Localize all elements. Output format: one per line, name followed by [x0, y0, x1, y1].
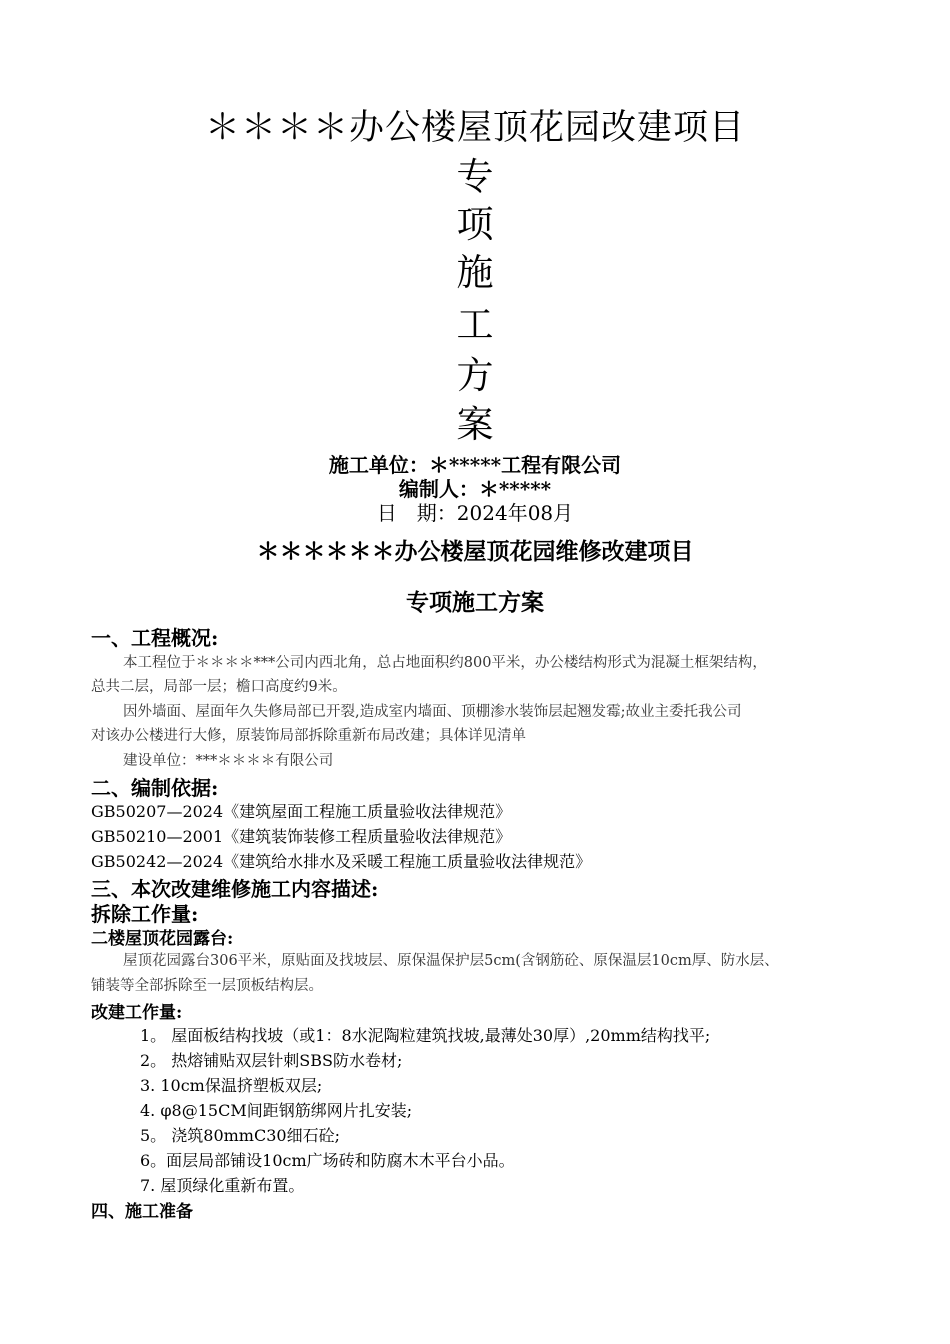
paragraph-line: 建设单位：***＊＊＊＊有限公司	[123, 753, 334, 769]
cover-vertical-char: 施	[456, 251, 494, 294]
author-line: 编制人：＊*****	[398, 477, 552, 501]
cover-title: ＊＊＊＊办公楼屋顶花园改建项目	[204, 108, 745, 148]
section-heading: 一、工程概况:	[91, 626, 219, 650]
document-title: ＊＊＊＊＊＊办公楼屋顶花园维修改建项目	[256, 538, 694, 565]
cover-vertical-char: 方	[456, 354, 494, 397]
list-item: 6。面层局部铺设10cm广场砖和防腐木木平台小品。	[140, 1151, 515, 1170]
standard-item: GB50210—2001《建筑装饰装修工程质量验收法律规范》	[91, 827, 512, 846]
construction-unit-line: 施工单位：＊*****工程有限公司	[328, 453, 622, 477]
paragraph-line: 铺装等全部拆除至一层顶板结构层。	[91, 978, 323, 994]
paragraph-line: 对该办公楼进行大修，原装饰局部拆除重新布局改建；具体详见清单	[91, 728, 526, 744]
standard-item: GB50242—2024《建筑给水排水及采暖工程施工质量验收法律规范》	[91, 852, 592, 871]
section-heading: 二、编制依据:	[91, 776, 219, 800]
section-heading: 四、施工准备	[91, 1202, 193, 1222]
list-item: 4. φ8@15CM间距钢筋绑网片扎安装;	[140, 1101, 413, 1120]
subsection-heading: 拆除工作量:	[91, 902, 199, 926]
list-item: 5。 浇筑80mmC30细石砼;	[140, 1126, 340, 1145]
document-subtitle: 专项施工方案	[406, 589, 544, 616]
cover-vertical-char: 案	[456, 403, 494, 446]
list-item: 1。 屋面板结构找坡（或1：8水泥陶粒建筑找坡,最薄处30厚）,20mm结构找平;	[140, 1026, 711, 1045]
cover-vertical-char: 专	[456, 155, 494, 198]
list-item: 7. 屋顶绿化重新布置。	[140, 1176, 305, 1195]
paragraph-line: 屋顶花园露台306平米，原贴面及找坡层、原保温保护层5cm(含钢筋砼、原保温层10cm厚、防水层、	[123, 953, 779, 969]
cover-vertical-char: 工	[456, 303, 494, 346]
date-line: 日 期：2024年08月	[376, 501, 574, 525]
standard-item: GB50207—2024《建筑屋面工程施工质量验收法律规范》	[91, 802, 512, 821]
list-item: 2。 热熔铺贴双层针刺SBS防水卷材;	[140, 1051, 403, 1070]
paragraph-line: 总共二层，局部一层；檐口高度约9米。	[91, 679, 347, 695]
subsection-heading: 改建工作量:	[91, 1003, 183, 1023]
paragraph-line: 本工程位于＊＊＊＊***公司内西北角，总占地面积约800平米，办公楼结构形式为混凝土框架结构，	[123, 655, 767, 671]
subsection-heading: 二楼屋顶花园露台:	[91, 929, 234, 949]
list-item: 3. 10cm保温挤塑板双层;	[140, 1076, 323, 1095]
paragraph-line: 因外墙面、屋面年久失修局部已开裂,造成室内墙面、顶棚渗水装饰层起翘发霉;故业主委托我公司	[123, 704, 742, 720]
section-heading: 三、本次改建维修施工内容描述:	[91, 877, 379, 901]
cover-vertical-char: 项	[456, 203, 494, 246]
